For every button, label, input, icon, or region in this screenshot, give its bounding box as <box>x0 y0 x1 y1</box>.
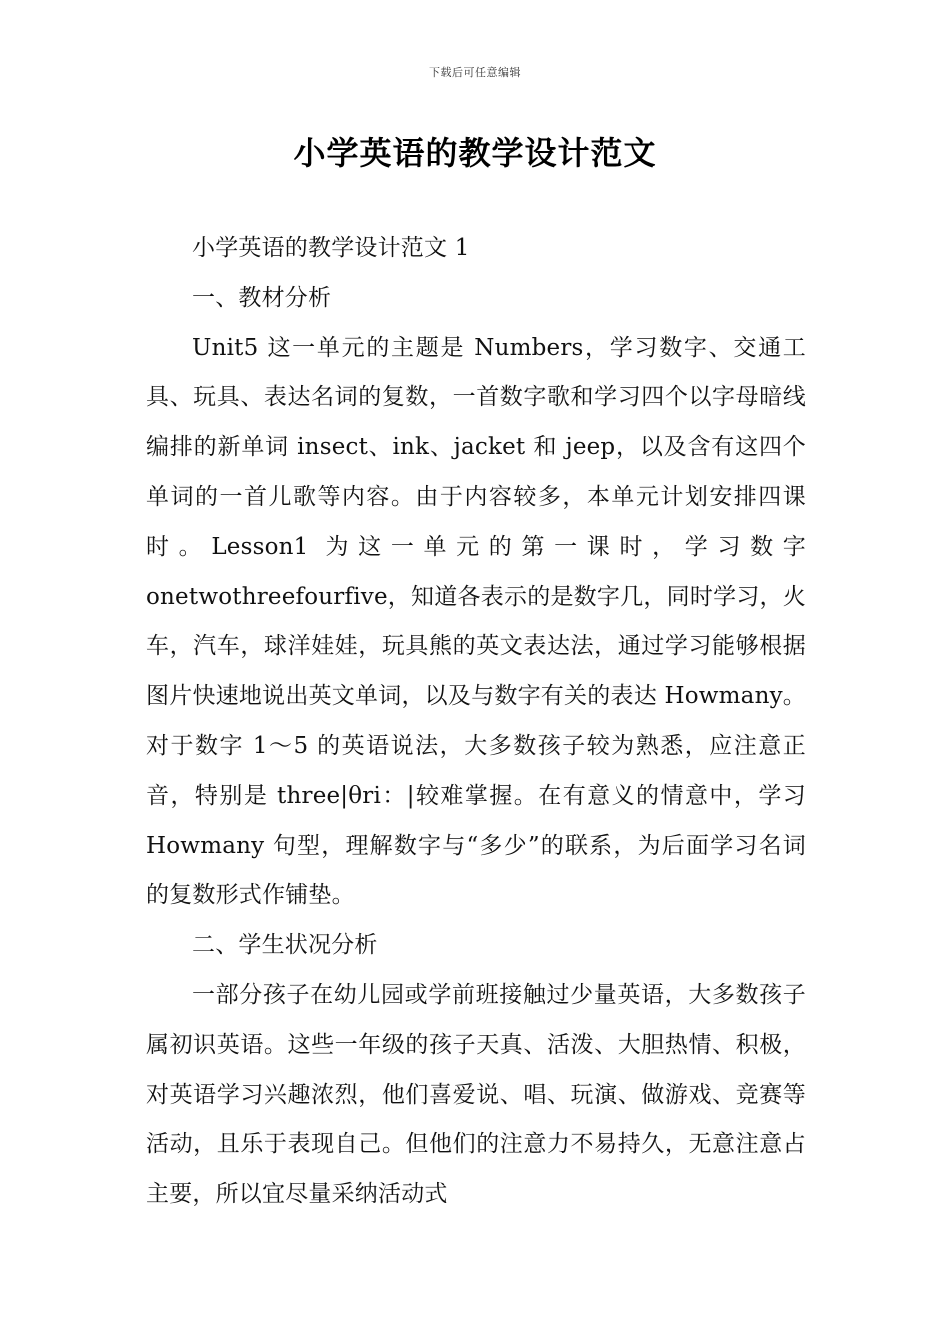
document-title: 小学英语的教学设计范文 <box>293 134 657 172</box>
section-heading: 一、教材分析 <box>192 284 332 311</box>
paragraph: 一部分孩子在幼儿园或学前班接触过少量英语，大多数孩子属初识英语。这些一年级的孩子天真、活泼、大胆热情、积极，对英语学习兴趣浓烈，他们喜爱说、唱、玩演、做游戏、竞赛等活动，且乐于表现自己。但他们的注意力不易持久，无意注意占主要，所以宜尽量采纳活动式 <box>146 981 806 1208</box>
paragraph: Unit5 这一单元的主题是 Numbers，学习数字、交通工具、玩具、表达名词的复数，一首数字歌和学习四个以字母暗线编排的新单词 insect、ink、jacket 和 jeep，以及含有这四个单词的一首儿歌等内容。由于内容较多，本单元计划安排四课时。Lesson1 为这一单元的第一课时，学习数字 onetwothreefourfive，知道各表示的是数字几，同时学习，火车，汽车，球洋娃娃，玩具熊的英文表达法，通过学习能够根据图片快速地说出英文单词，以及与数字有关的表达 Howmany。对于数字 1～5 的英语说法，大多数孩子较为熟悉，应注意正音，特别是 three|θri：|较难掌握。在有意义的情意中，学习 Howmany 句型，理解数字与“多少”的联系，为后面学习名词的复数形式作铺垫。 <box>146 334 806 909</box>
document-body <box>146 224 806 1220</box>
section-heading: 小学英语的教学设计范文 1 <box>192 235 470 261</box>
header-note: 下载后可任意编辑 <box>429 66 521 79</box>
section-heading: 二、学生状况分析 <box>192 932 378 959</box>
